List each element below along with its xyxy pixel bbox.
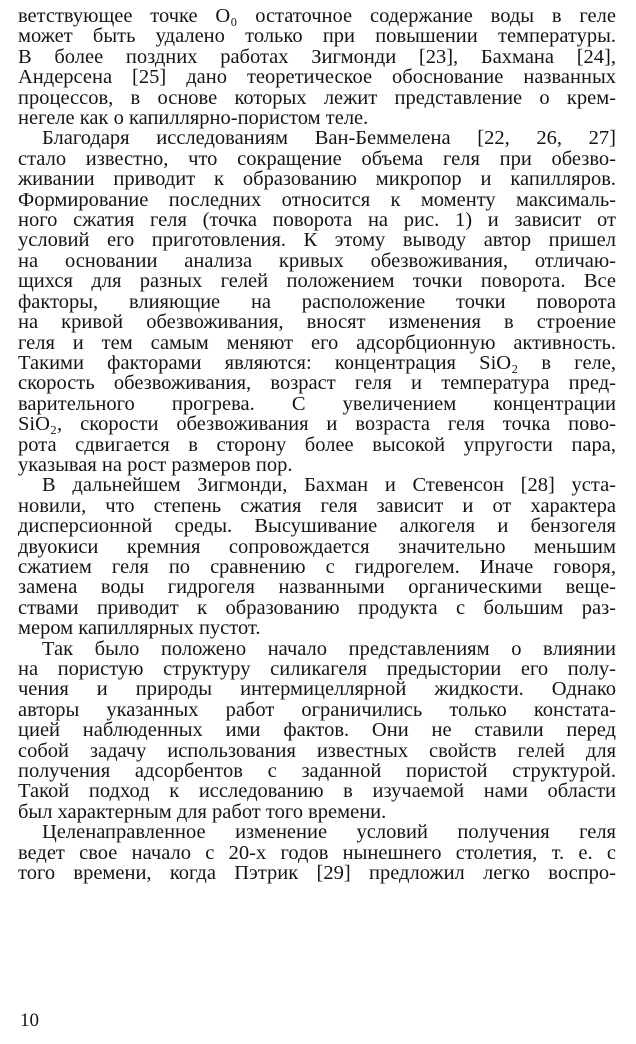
- text-line: ного сжатия геля (точка поворота на рис. 1) и зависит от: [18, 209, 616, 232]
- text-line: В более поздних работах Зигмонди [23], Бахмана [24],: [18, 45, 616, 68]
- text-line: Целенаправленное изменение условий получения геля: [42, 821, 616, 844]
- paragraph-1: [18, 6, 616, 128]
- text-line: собой задачу использования известных свойств гелей для: [18, 739, 616, 762]
- text-line: был характерным для работ того времени.: [18, 800, 387, 823]
- text-line: ведет свое начало с 20-х годов нынешнего столетия, т. е. с: [18, 841, 616, 864]
- text-line: Такими факторами являются: концентрация SiO₂ в геле,: [18, 351, 616, 374]
- text-line: SiO₂, скорости обезвоживания и возраста геля точка пово-: [18, 413, 616, 436]
- text-line: того времени, когда Пэтрик [29] предложил легко воспро-: [18, 862, 616, 885]
- text-line: Благодаря исследованиям Ван-Беммелена [22, 26, 27]: [42, 127, 616, 150]
- paragraph-2: [18, 128, 616, 475]
- text-line: сжатием геля по сравнению с гидрогелем. Иначе говоря,: [18, 555, 616, 578]
- page-body: [18, 6, 616, 883]
- text-line: авторы указанных работ ограничились только констата-: [18, 698, 616, 721]
- text-line: на основании анализа кривых обезвоживания, отличаю-: [18, 249, 616, 272]
- text-line: чения и природы интермицеллярной жидкости. Однако: [18, 678, 616, 701]
- text-line: указывая на рост размеров пор.: [18, 453, 293, 476]
- text-line: замена воды гидрогеля названными органическими веще-: [18, 576, 616, 599]
- text-line: Так было положено начало представлениям о влиянии: [42, 637, 616, 660]
- text-line: на кривой обезвоживания, вносят изменения в строение: [18, 311, 616, 334]
- text-line: Такой подход к исследованию в изучаемой нами области: [18, 780, 616, 803]
- text-line: скорость обезвоживания, возраст геля и температура пред-: [18, 372, 616, 395]
- paragraph-3: [18, 475, 616, 638]
- text-line: геля и тем самым меняют его адсорбционную активность.: [18, 331, 616, 354]
- text-line: на пористую структуру силикагеля предыстории его полу-: [18, 658, 616, 680]
- paragraph-5: [18, 822, 616, 883]
- paragraph-4: [18, 639, 616, 823]
- text-line: ствами приводит к образованию продукта с большим раз-: [18, 596, 616, 619]
- text-line: мером капиллярных пустот.: [18, 617, 261, 640]
- text-line: может быть удалено только при повышении температуры.: [18, 25, 616, 48]
- text-line: щихся для разных гелей положением точки поворота. Все: [18, 270, 616, 293]
- text-line: негеле как о капиллярно-пористом теле.: [18, 107, 369, 130]
- text-line: В дальнейшем Зигмонди, Бахман и Стевенсон [28] уста-: [42, 474, 616, 497]
- text-line: стало известно, что сокращение объема геля при обезво-: [18, 147, 616, 170]
- text-line: двуокиси кремния сопровождается значительно меньшим: [18, 535, 616, 558]
- text-line: цией наблюденных ими фактов. Они не ставили перед: [18, 719, 616, 742]
- text-line: Формирование последних относится к моменту максималь-: [18, 188, 616, 211]
- text-line: процессов, в основе которых лежит представление о крем-: [18, 86, 616, 109]
- text-line: новили, что степень сжатия геля зависит и от характера: [18, 494, 616, 517]
- page-number: 10: [20, 1010, 39, 1031]
- text-line: ветствующее точке O₀ остаточное содержание воды в геле: [18, 5, 616, 27]
- text-line: факторы, влияющие на расположение точки поворота: [18, 290, 616, 313]
- text-line: варительного прогрева. С увеличением концентрации: [18, 392, 616, 415]
- text-line: рота сдвигается в сторону более высокой упругости пара,: [18, 433, 616, 456]
- text-line: Андерсена [25] дано теоретическое обоснование названных: [18, 66, 616, 89]
- text-line: получения адсорбентов с заданной пористой структурой.: [18, 760, 616, 783]
- text-line: живании приводит к образованию микропор и капилляров.: [18, 168, 616, 191]
- text-line: условий его приготовления. К этому выводу автор пришел: [18, 229, 616, 252]
- text-line: дисперсионной среды. Высушивание алкогеля и бензогеля: [18, 515, 616, 538]
